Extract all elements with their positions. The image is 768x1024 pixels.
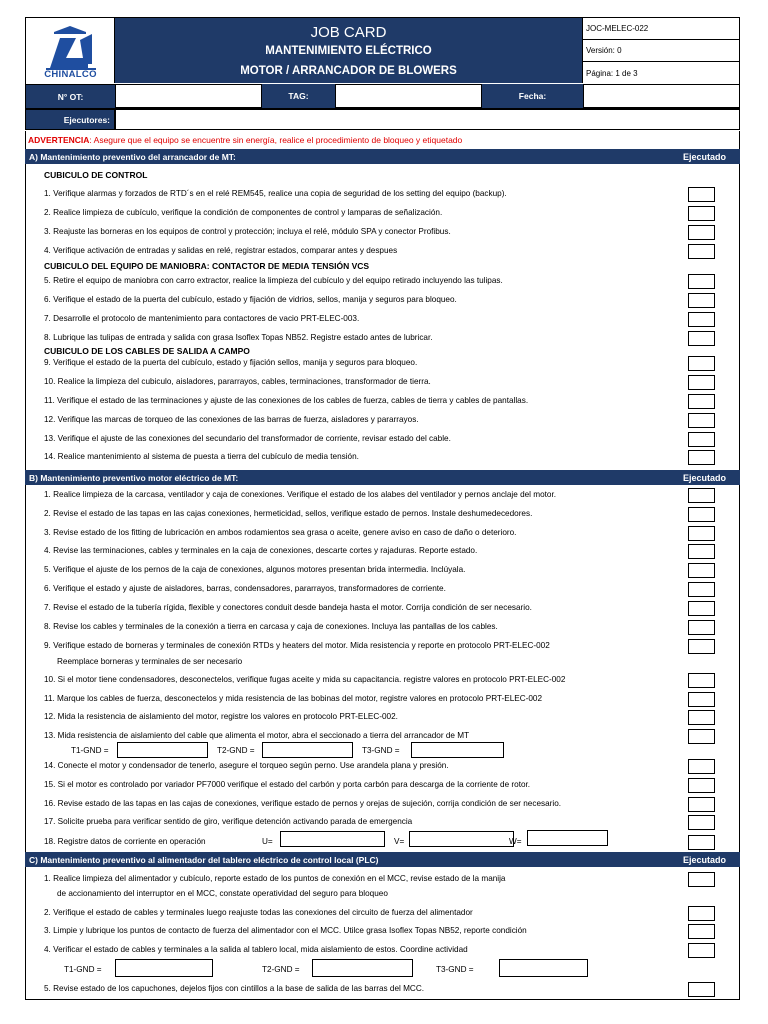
section-a-item-7: 7. Desarrolle el protocolo de mantenimiento para contactores de vacio PRT-ELEC-003. [44,314,360,323]
title-block [115,18,582,83]
section-a-item-12: 12. Verifique las marcas de torqueo de las conexiones de las barras de fuerza, aisladores y pararrayos. [44,415,419,424]
section-a-sub-cables: CUBICULO DE LOS CABLES DE SALIDA A CAMPO [44,346,250,356]
section-b-checkbox-11[interactable] [688,692,715,707]
ejecutores-input[interactable] [115,109,740,130]
section-a-checkbox-6[interactable] [688,293,715,308]
section-c-checkbox-2[interactable] [688,906,715,921]
section-c-checkbox-5[interactable] [688,982,715,997]
section-b-item-9-cont: Reemplace borneras y terminales de ser necesario [57,657,243,666]
section-b-checkbox-5[interactable] [688,563,715,578]
section-a-checkbox-14[interactable] [688,450,715,465]
section-b-item-10: 10. Si el motor tiene condensadores, desconectelos, verifique fugas aceite y mida su capacitancia. registre valores en protocolo PRT-ELEC-002 [44,675,566,684]
section-b-t3-label: T3-GND = [362,746,400,755]
section-b-v-input[interactable] [409,831,514,847]
section-b-checkbox-18[interactable] [688,835,715,850]
fecha-label: Fecha: [482,84,583,108]
section-a-item-4: 4. Verifique activación de entradas y salidas en relé, registrar estados, comparar antes y despues [44,246,398,255]
section-b-checkbox-6[interactable] [688,582,715,597]
section-a-item-6: 6. Verifique el estado de la puerta del cubículo, estado y fijación de vidrios, sellos, manija y seguros para bloqueo. [44,295,457,304]
section-b-u-label: U= [262,837,273,846]
section-b-checkbox-7[interactable] [688,601,715,616]
section-b-item-13: 13. Mida resistencia de aislamiento del cable que alimenta el motor, abra el seccionado a tierra del arrancador de MT [44,731,470,740]
section-b-w-input[interactable] [527,830,608,846]
section-b-item-15: 15. Si el motor es controlado por variador PF7000 verifique el estado del carbón y porta carbón para descarga de la corriente de rotor. [44,780,531,789]
section-c-item-4: 4. Verificar el estado de cables y terminales a la salida al tablero local, mida aislamiento de estos. Coordine actividad [44,945,468,954]
section-c-t1-label: T1-GND = [64,965,102,974]
section-c-t3-label: T3-GND = [436,965,474,974]
right-border [739,148,740,1000]
left-border [25,148,26,1000]
section-b-item-6: 6. Verifique el estado y ajuste de aisladores, barras, condensadores, pararrayos, transformadores de corriente. [44,584,446,593]
page-title: JOB CARD [310,24,387,41]
subtitle-2: MOTOR / ARRANCADOR DE BLOWERS [240,65,457,77]
section-a-item-9: 9. Verifique el estado de la puerta del cubículo, estado y fijación sellos, manija y seguros para bloqueo. [44,358,418,367]
section-b-checkbox-13[interactable] [688,729,715,744]
section-a-checkbox-4[interactable] [688,244,715,259]
section-b-header [25,470,740,485]
section-c-item-2: 2. Verifique el estado de cables y terminales luego reajuste todas las conexiones del circuito de fuerza del alimentador [44,908,473,917]
fecha-input[interactable] [583,84,740,108]
section-b-item-3: 3. Revise estado de los fitting de lubricación en ambos rodamientos sea grasa o aceite, genere aviso en caso de daño o deterioro. [44,528,517,537]
section-b-checkbox-16[interactable] [688,797,715,812]
section-a-checkbox-8[interactable] [688,331,715,346]
section-b-item-2: 2. Revise el estado de las tapas en las cajas conexiones, hermeticidad, sellos, verifique estado de pernos. Instale deshumedecedores. [44,509,533,518]
tag-input[interactable] [335,84,482,108]
section-c-item-1-cont: de accionamiento del interruptor en el MCC, constate operatividad del seguro para bloqueo [57,889,388,898]
section-b-t1-input[interactable] [117,742,208,758]
section-a-checkbox-10[interactable] [688,375,715,390]
section-b-checkbox-3[interactable] [688,526,715,541]
section-b-u-input[interactable] [280,831,385,847]
section-c-header [25,852,740,867]
section-b-checkbox-1[interactable] [688,488,715,503]
section-c-checkbox-4[interactable] [688,943,715,958]
section-b-w-label: W= [509,837,522,846]
section-a-item-2: 2. Realice limpieza de cubículo, verifique la condición de componentes de control y lamparas de señalización. [44,208,443,217]
section-c-executed-label: Ejecutado [682,854,726,865]
ot-input[interactable] [115,84,262,108]
section-a-executed-label: Ejecutado [682,151,726,162]
section-b-checkbox-10[interactable] [688,673,715,688]
section-b-item-9: 9. Verifique estado de borneras y terminales de conexión RTDs y heaters del motor. Mida resistencia y reporte en protocolo PRT-ELEC-002 [44,641,550,650]
section-b-checkbox-4[interactable] [688,544,715,559]
section-b-t3-input[interactable] [411,742,504,758]
section-b-item-11: 11. Marque los cables de fuerza, desconectelos y mida resistencia de las bobinas del motor, registre valores en protocolo PRT-ELEC-002 [44,694,543,703]
section-b-t1-label: T1-GND = [71,746,109,755]
section-b-item-14: 14. Conecte el motor y condensador de tenerlo, asegure el torqueo según perno. Use arandela plana y presión. [44,761,449,770]
section-a-sub-maniobra: CUBICULO DEL EQUIPO DE MANIOBRA: CONTACTOR DE MEDIA TENSIÓN VCS [44,261,370,271]
section-c-t2-input[interactable] [312,959,413,977]
section-a-item-3: 3. Reajuste las borneras en los equipos de control y protección; incluya el relé, módulo SPA y conector Profibus. [44,227,451,236]
section-b-item-18: 18. Registre datos de corriente en operación [44,837,206,846]
section-a-checkbox-13[interactable] [688,432,715,447]
section-c-t3-input[interactable] [499,959,588,977]
section-a-checkbox-2[interactable] [688,206,715,221]
meta-block [582,18,739,83]
section-b-item-7: 7. Revise el estado de la tubería rígida, flexible y conectores conduit desde bandeja hasta el motor. Corrija condición de ser necesario. [44,603,532,612]
doc-version: Versión: 0 [583,40,739,62]
logo-area [26,18,115,83]
section-c-checkbox-3[interactable] [688,924,715,939]
logo-text: CHINALCO [44,69,97,80]
section-a-item-8: 8. Lubrique las tulipas de entrada y salida con grasa Isoflex Topas NB52. Registre estado antes de lubricar. [44,333,433,342]
warning-row [25,131,740,148]
section-a-checkbox-1[interactable] [688,187,715,202]
section-a-item-11: 11. Verifique el estado de las terminaciones y ajuste de las conexiones de los cables de fuerza, cables de tierra y cables de pantallas. [44,396,529,405]
section-b-item-5: 5. Verifique el ajuste de los pernos de la caja de conexiones, algunos motores presentan brida intermedia. Inclúyala. [44,565,466,574]
section-c-checkbox-1[interactable] [688,872,715,887]
section-a-checkbox-7[interactable] [688,312,715,327]
section-b-checkbox-15[interactable] [688,778,715,793]
section-b-item-12: 12. Mida la resistencia de aislamiento del motor, registre los valores en protocolo PRT-ELEC-002. [44,712,398,721]
section-c-t1-input[interactable] [115,959,213,977]
bottom-border [25,999,740,1000]
section-b-t2-input[interactable] [262,742,353,758]
section-a-item-13: 13. Verifique el ajuste de las conexiones del secundario del transformador de corriente, revisar estado del cable. [44,434,451,443]
doc-code: JOC-MELEC-022 [583,18,739,40]
ot-label: N° OT: [26,84,115,108]
section-b-item-4: 4. Revise las terminaciones, cables y terminales en la caja de conexiones, descarte cortes y rajaduras. Reporte estado. [44,546,478,555]
section-c-item-1: 1. Realice limpieza del alimentador y cubículo, reporte estado de los puntos de conexión en el MCC, revise estado de la manija [44,874,506,883]
warning-label: ADVERTENCIA [28,134,90,145]
section-a-sub-control: CUBICULO DE CONTROL [44,170,148,180]
section-b-title: B) Mantenimiento preventivo motor eléctrico de MT: [29,472,239,483]
section-a-header [25,149,740,164]
section-b-checkbox-8[interactable] [688,620,715,635]
section-a-checkbox-11[interactable] [688,394,715,409]
section-b-checkbox-9[interactable] [688,639,715,654]
section-b-item-1: 1. Realice limpieza de la carcasa, ventilador y caja de conexiones. Verifique el estado de los alabes del ventilador y pernos anclaje del motor. [44,490,557,499]
section-b-checkbox-14[interactable] [688,759,715,774]
section-a-checkbox-5[interactable] [688,274,715,289]
section-a-checkbox-9[interactable] [688,356,715,371]
section-c-t2-label: T2-GND = [262,965,300,974]
section-c-item-3: 3. Limpie y lubrique los puntos de contacto de fuerza del alimentador con el MCC. Utilce grasa Isoflex Topas NB52, reporte condición [44,926,527,935]
section-b-item-17: 17. Solicite prueba para verificar sentido de giro, verifique detención activando parada de emergencia [44,817,413,826]
section-b-checkbox-2[interactable] [688,507,715,522]
section-a-checkbox-3[interactable] [688,225,715,240]
section-b-checkbox-17[interactable] [688,815,715,830]
section-a-checkbox-12[interactable] [688,413,715,428]
doc-page: Página: 1 de 3 [586,68,638,78]
section-b-checkbox-12[interactable] [688,710,715,725]
section-c-title: C) Mantenimiento preventivo al alimentador del tablero eléctrico de control local (PLC) [29,854,379,865]
section-b-item-16: 16. Revise estado de las tapas en las cajas de conexiones, verifique estado de pernos y orejas de sujeción, corrija condición de ser necesario. [44,799,562,808]
section-b-executed-label: Ejecutado [682,472,726,483]
section-c-item-5: 5. Revise estado de los capuchones, dejelos fijos con cintillos a la base de salida de las barras del MCC. [44,984,425,993]
section-a-item-10: 10. Realice la limpieza del cubiculo, aisladores, pararrayos, cables, terminaciones, transformador de tierra. [44,377,431,386]
section-a-item-14: 14. Realice mantenimiento al sistema de puesta a tierra del cubículo de media tensión. [44,452,359,461]
tag-label: TAG: [262,84,335,108]
ejecutores-label: Ejecutores: [25,109,115,130]
subtitle-1: MANTENIMIENTO ELÉCTRICO [265,45,432,57]
section-b-item-8: 8. Revise los cables y terminales de la conexión a tierra en carcasa y caja de conexiones. Incluya las pantallas de los cables. [44,622,498,631]
section-b-v-label: V= [394,837,405,846]
section-b-t2-label: T2-GND = [217,746,255,755]
section-a-item-5: 5. Retire el equipo de maniobra con carro extractor, realice la limpieza del cubículo y del equipo retirado incluyendo las tulipas. [44,276,503,285]
section-a-item-1: 1. Verifique alarmas y forzados de RTD´s en el relé REM545, realice una copia de seguridad de los setting del equipo (backup). [44,189,507,198]
section-a-title: A) Mantenimiento preventivo del arrancador de MT: [29,151,236,162]
warning-text: : Asegure que el equipo se encuentre sin energía, realice el procedimiento de bloqueo y etiquetado [89,134,463,145]
